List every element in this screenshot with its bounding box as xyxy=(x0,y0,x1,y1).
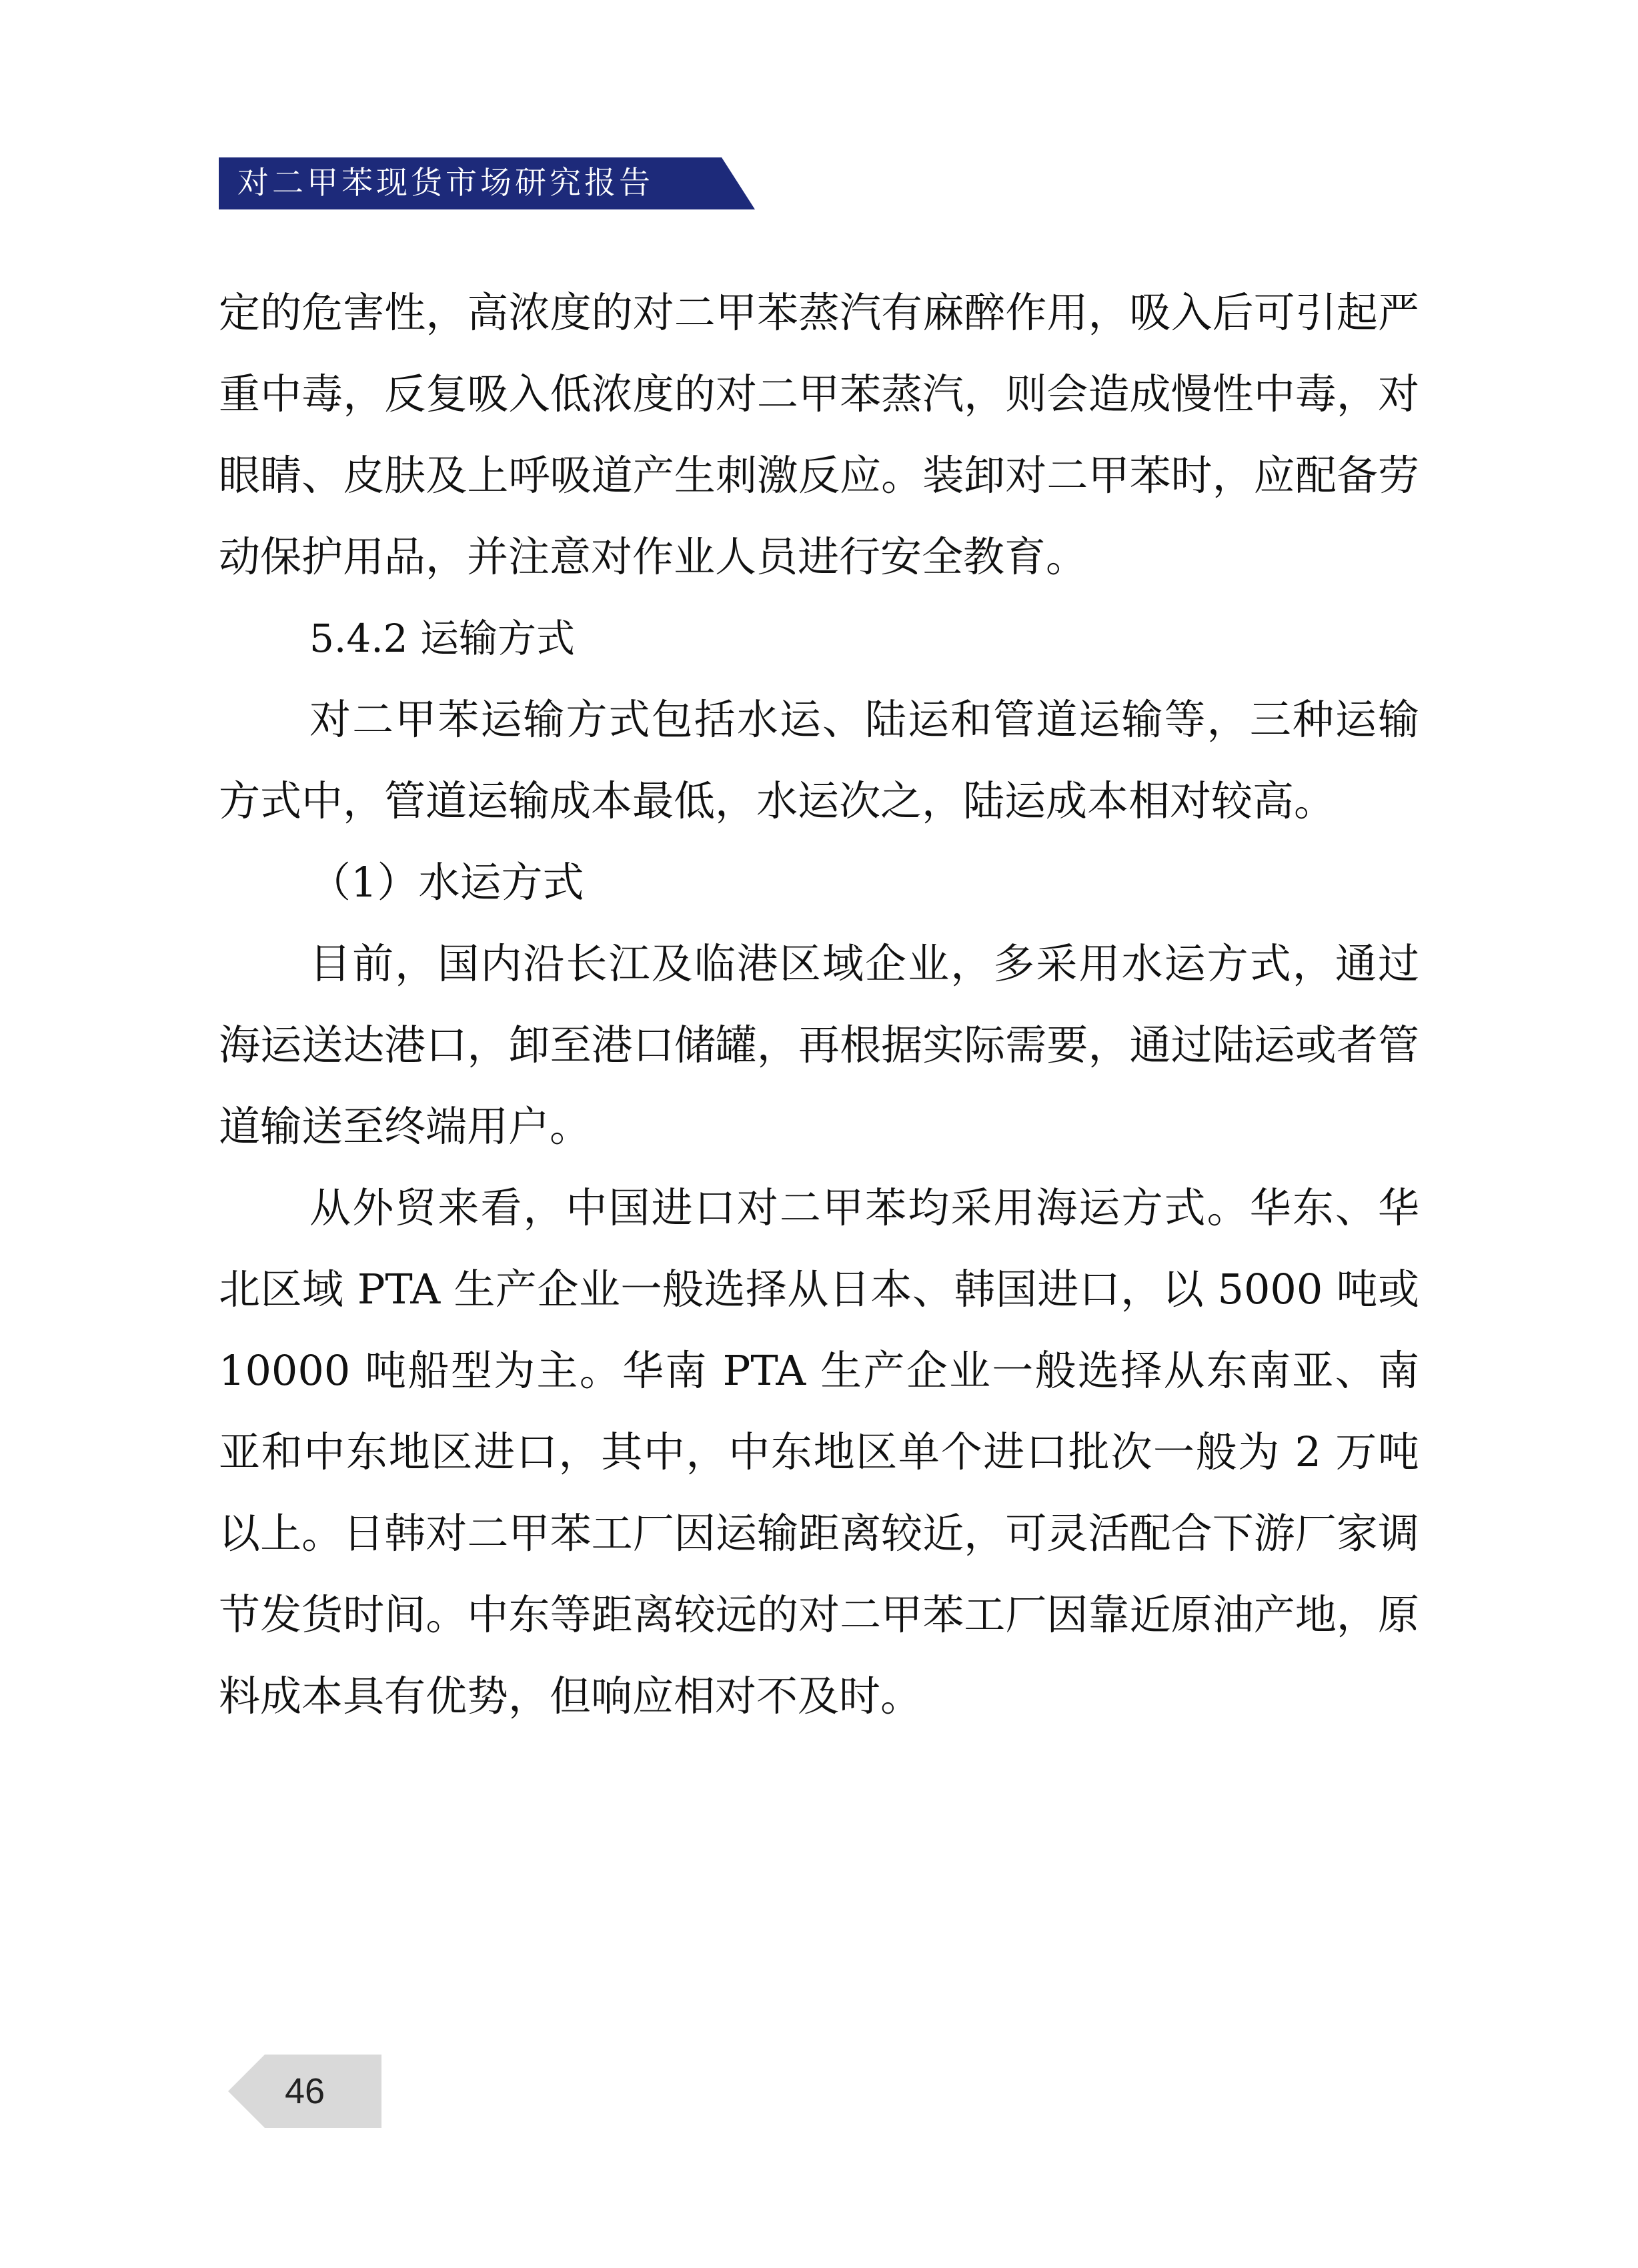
running-header xyxy=(219,157,755,209)
page-number-badge xyxy=(228,2055,381,2128)
paragraph-hazard-continuation: 定的危害性，高浓度的对二甲苯蒸汽有麻醉作用，吸入后可引起严重中毒，反复吸入低浓度的对二甲苯蒸汽，则会造成慢性中毒，对眼睛、皮肤及上呼吸道产生刺激反应。装卸对二甲苯时，应配备劳动保护用品，并注意对作业人员进行安全教育。 xyxy=(219,288,1419,581)
body-text xyxy=(219,272,1419,1737)
paragraph-domestic-water-transport: 目前，国内沿长江及临港区域企业，多采用水运方式，通过海运送达港口，卸至港口储罐，再根据实际需要，通过陆运或者管道输送至终端用户。 xyxy=(219,939,1419,1151)
paragraph-transport-overview: 对二甲苯运输方式包括水运、陆运和管道运输等，三种运输方式中，管道运输成本最低，水运次之，陆运成本相对较高。 xyxy=(219,695,1419,825)
section-heading-transport-methods: 5.4.2 运输方式 xyxy=(309,616,576,661)
running-header-title: 对二甲苯现货市场研究报告 xyxy=(237,165,654,201)
page-number: 46 xyxy=(284,2071,325,2111)
subheading-water-transport: （1）水运方式 xyxy=(309,858,584,907)
paragraph-foreign-trade-shipping: 从外贸来看，中国进口对二甲苯均采用海运方式。华东、华北区域 PTA 生产企业一般选择从日本、韩国进口，以 5000 吨或 10000 吨船型为主。华南 PTA 生产企业一般选择从东南亚、南亚和中东地区进口，其中，中东地区单个进口批次一般为 2 万吨以上。日韩对二甲苯工厂因运输距离较近，可灵活配合下游厂家调节发货时间。中东等距离较远的对二甲苯工厂因靠近原油产地，原料成本具有优势，但响应相对不及时。 xyxy=(219,1183,1419,1720)
